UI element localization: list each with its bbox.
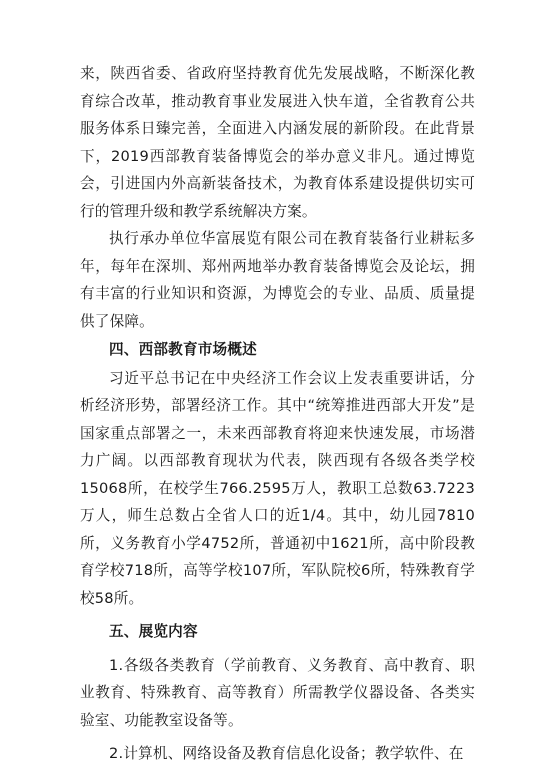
paragraph-market-overview: 习近平总书记在中央经济工作会议上发表重要讲话，分析经济形势，部署经济工作。其中“统筹推进西部大开发”是国家重点部署之一，未来西部教育将迎来快速发展，市场潜力广阔。以西部教育现状为代表，陕西现有各级各类学校15068所，在校学生766.2595万人，教职工总数63.7223万人，师生总数占全省人口的近1/4。其中，幼儿园7810所，义务教育小学4752所，普通初中1621所，高中阶段教育学校718所，高等学校107所，军队院校6所，特殊教育学校58所。: [80, 369, 475, 607]
section-heading-5: 五、展览内容: [109, 623, 198, 640]
exhibit-item-2: 2.计算机、网络设备及教育信息化设备；教学软件、在: [109, 745, 464, 762]
paragraph-background: 来，陕西省委、省政府坚持教育优先发展战略，不断深化教育综合改革，推动教育事业发展进入快车道，全省教育公共服务体系日臻完善，全面进入内涵发展的新阶段。在此背景下，2019西部教育装备博览会的举办意义非凡。通过博览会，引进国内外高新装备技术，为教育体系建设提供切实可行的管理升级和教学系统解决方案。: [80, 65, 475, 220]
paragraph-organizer: 执行承办单位华富展览有限公司在教育装备行业耕耘多年，每年在深圳、郑州两地举办教育装备博览会及论坛，拥有丰富的行业知识和资源，为博览会的专业、品质、质量提供了保障。: [80, 230, 475, 330]
section-heading-4: 四、西部教育市场概述: [109, 341, 257, 358]
document-page: [80, 60, 475, 768]
exhibit-item-1: 1.各级各类教育（学前教育、义务教育、高中教育、职业教育、特殊教育、高等教育）所需教学仪器设备、各类实验室、功能教室设备等。: [80, 656, 475, 729]
